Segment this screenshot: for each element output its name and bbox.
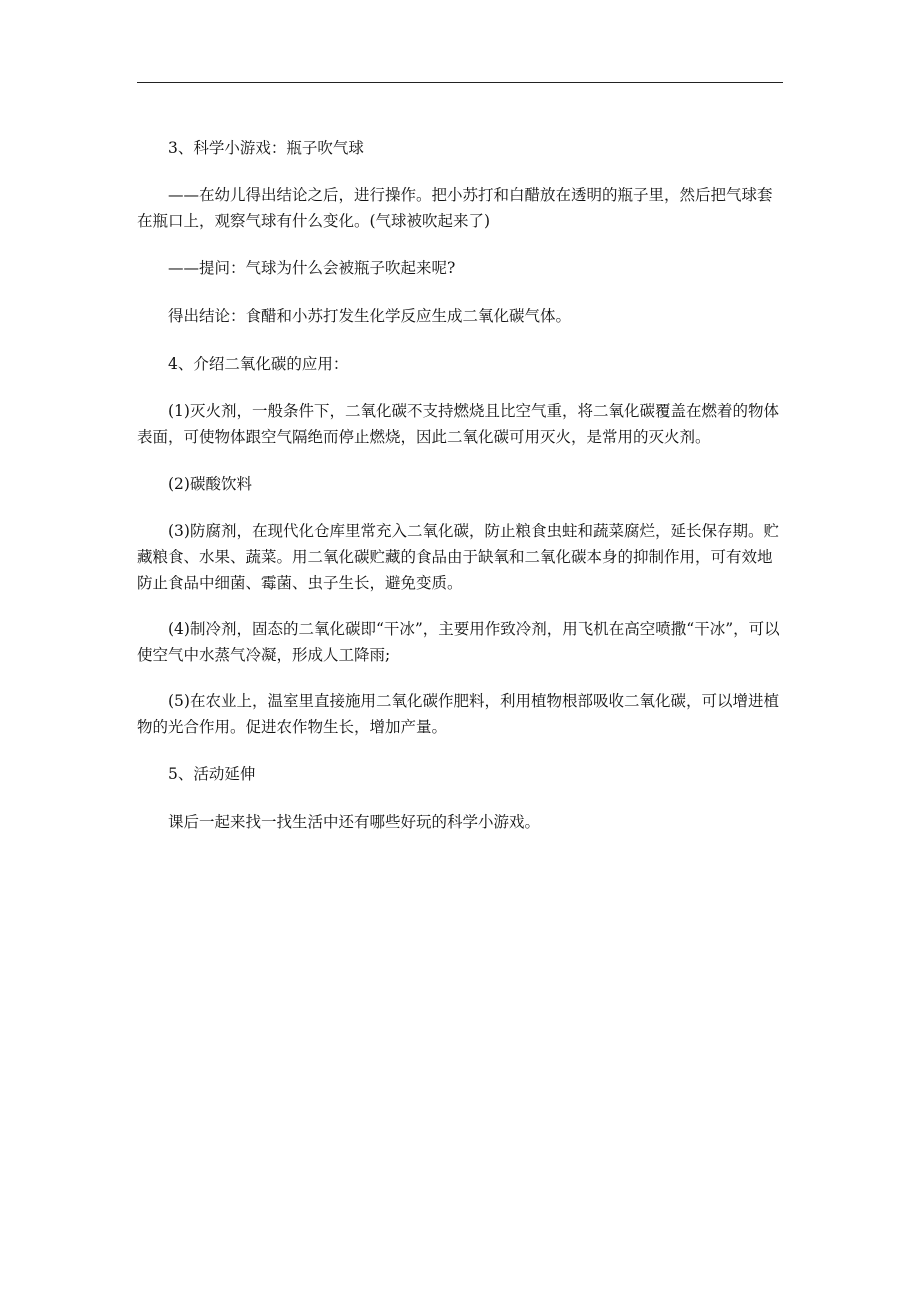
use-agriculture-paragraph: (5)在农业上，温室里直接施用二氧化碳作肥料，利用植物根部吸收二氧化碳，可以增进植物的光合作用。促进农作物生长，增加产量。 xyxy=(137,692,779,736)
step5-content-paragraph: 课后一起来找一找生活中还有哪些好玩的科学小游戏。 xyxy=(168,813,541,831)
use-carbonated-drink-paragraph: (2)碳酸饮料 xyxy=(168,475,252,493)
step4-title: 4、介绍二氧化碳的应用： xyxy=(168,355,349,373)
step3-operation-paragraph: ——在幼儿得出结论之后，进行操作。把小苏打和白醋放在透明的瓶子里，然后把气球套在瓶口上，观察气球有什么变化。(气球被吹起来了) xyxy=(137,186,773,230)
step3-conclusion-paragraph: 得出结论：食醋和小苏打发生化学反应生成二氧化碳气体。 xyxy=(168,307,572,325)
step3-question-paragraph: ——提问：气球为什么会被瓶子吹起来呢? xyxy=(168,259,456,277)
header-rule xyxy=(137,82,783,83)
use-refrigerant-paragraph: (4)制冷剂，固态的二氧化碳即“干冰”，主要用作致冷剂，用飞机在高空喷撒“干冰”，可以使空气中水蒸气冷凝，形成人工降雨; xyxy=(137,620,780,664)
step5-title: 5、活动延伸 xyxy=(168,765,256,783)
use-preservative-paragraph: (3)防腐剂，在现代化仓库里常充入二氧化碳，防止粮食虫蛀和蔬菜腐烂，延长保存期。贮藏粮食、水果、蔬菜。用二氧化碳贮藏的食品由于缺氧和二氧化碳本身的抑制作用，可有效地防止食品中细菌、霉菌、虫子生长，避免变质。 xyxy=(137,522,779,592)
use-fire-extinguisher-paragraph: (1)灭火剂，一般条件下，二氧化碳不支持燃烧且比空气重，将二氧化碳覆盖在燃着的物体表面，可使物体跟空气隔绝而停止燃烧，因此二氧化碳可用灭火，是常用的灭火剂。 xyxy=(137,402,779,446)
step3-title: 3、科学小游戏：瓶子吹气球 xyxy=(168,139,364,157)
